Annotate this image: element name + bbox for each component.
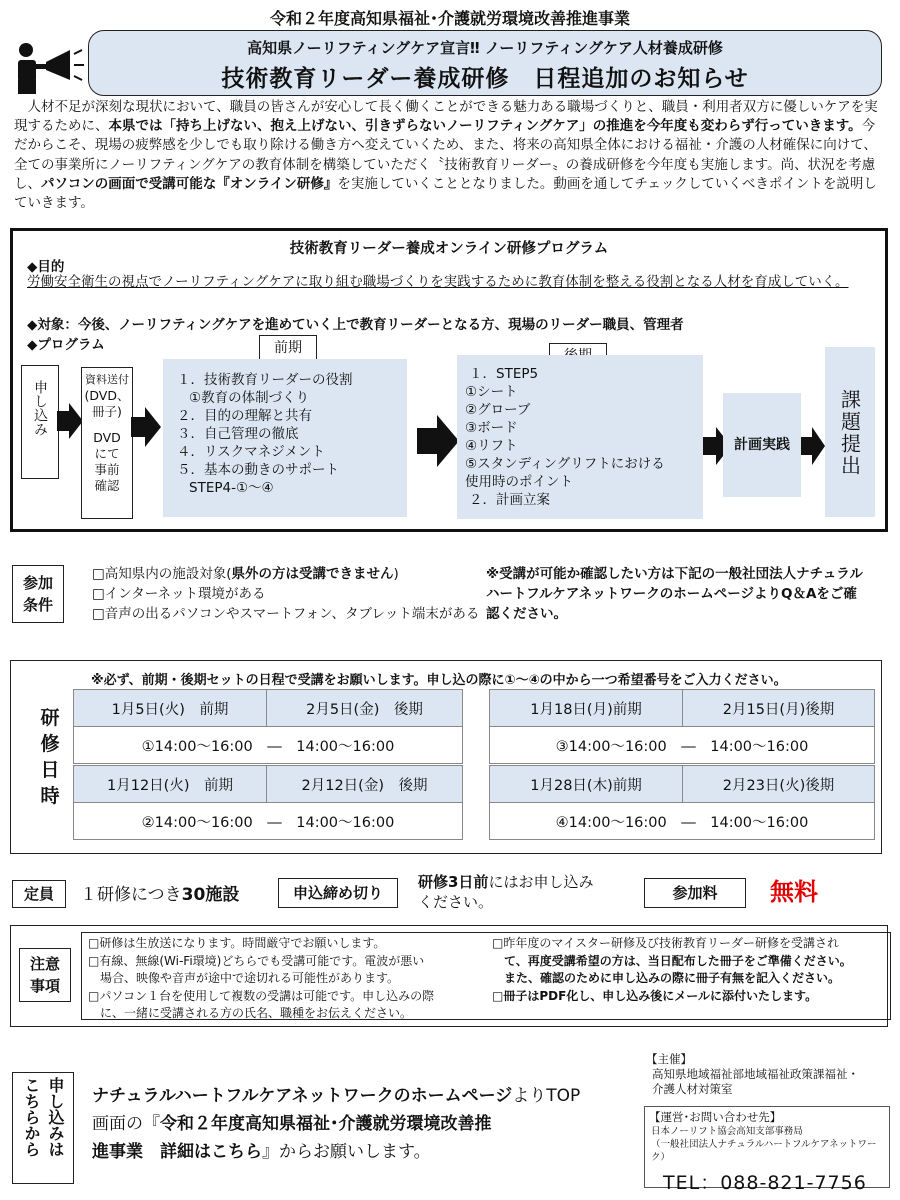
arrow-right-icon [131, 407, 161, 447]
schedule-first-term: 1月18日(月)前期 [490, 690, 683, 727]
purpose-text: 労働安全衛生の視点でノーリフティングケアに取り組む職場づくりを実践するために教育体制を整える役割となる人材を育成していく。 [27, 274, 849, 290]
note-item: □昨年度のマイスター研修及び技術教育リーダー研修を受講され [492, 936, 839, 950]
schedule-second-term: 2月23日(火)後期 [683, 766, 875, 803]
note-item: □冊子はPDF化し、申し込み後にメールに添付いたします。 [492, 988, 818, 1003]
fee-value: 無料 [770, 878, 818, 906]
notes-left [88, 935, 488, 1023]
notes-label-1: 注意 [29, 955, 60, 973]
intro-text-2: 今だからこそ、現場の疲弊感を少しでも取り除ける働き方へ変えていくため、また、将来の高知県全体における福祉・介護の人材確保に向けて、全ての事業所にノーリフティングケアの教育体制を構築していただく〝技術教育リーダー〟の養成研修を今年度も実施します。尚、状況を考慮し、 [14, 118, 877, 192]
apply-text: よりTOP [512, 1086, 581, 1106]
capacity-text [80, 880, 239, 905]
apply-link-text[interactable]: 令和２年度高知県福祉･介護就労環境改善推 [160, 1114, 492, 1134]
host-label: 【主催】 [646, 1052, 692, 1066]
deadline-text-b: にはお申し込み [488, 873, 594, 891]
schedule-time: ①14:00～16:00 ― 14:00～16:00 [74, 727, 463, 764]
arrow-right-icon [417, 415, 459, 467]
schedule-second-term: 2月5日(金) 後期 [267, 690, 463, 727]
schedule-label-char: 日 [40, 759, 60, 781]
apply-site-name[interactable]: ナチュラルハートフルケアネットワークのホームページ [92, 1086, 513, 1106]
material-line-1: 資料送付 [85, 373, 129, 386]
capacity-value: 30施設 [181, 885, 240, 905]
deadline-text-c: ください。 [418, 893, 494, 911]
host-line: 介護人材対策室 [652, 1082, 733, 1096]
note-item: 場合、映像や音声が途中で途切れる可能性があります。 [88, 971, 400, 985]
schedule-first-term: 1月28日(木)前期 [490, 766, 683, 803]
megaphone-person-icon [12, 40, 86, 96]
schedule-label [35, 705, 65, 809]
schedule-time: ④14:00～16:00 ― 14:00～16:00 [490, 803, 875, 840]
material-line-6: 事前 [94, 462, 120, 477]
second-term-box [457, 355, 703, 519]
conditions-list [92, 564, 492, 624]
assignment-text: 課題提出 [837, 389, 862, 477]
condition-item: ) [393, 566, 399, 582]
first-term-box [163, 359, 407, 517]
schedule-block-4 [489, 765, 875, 840]
capacity-label: 定員 [12, 880, 66, 908]
first-term-label: 前期 [259, 335, 317, 361]
conditions-label-1: 参加 [22, 574, 53, 592]
apply-instructions [92, 1082, 632, 1166]
capacity-text-a: １研修につき [80, 885, 182, 905]
conditions-label [12, 565, 64, 623]
flow-apply-text: 申し込み [32, 380, 48, 436]
first-item: ５．基本の動きのサポート [177, 462, 339, 478]
schedule-label-char: 時 [40, 785, 60, 807]
note-item: に、一緒に受講される方の氏名、職種をお伝えください。 [88, 1006, 413, 1020]
second-item: ⑤スタンディングリフトにおける [465, 456, 665, 472]
material-line-3: 冊子) [92, 404, 122, 419]
schedule-note: ※必ず、前期・後期セットの日程で受講をお願いします。申し込の際に①～④の中から一つ希望番号をご入力ください。 [91, 673, 787, 688]
second-item: ①シート [465, 384, 518, 400]
note-item: て、再度受講希望の方は、当日配布した冊子をご準備ください。 [492, 953, 852, 968]
notes-label-2: 事項 [29, 977, 60, 995]
notes-section [10, 925, 888, 1027]
schedule-second-term: 2月15日(月)後期 [683, 690, 875, 727]
condition-item-bold: 県外の方は受講できません [231, 566, 394, 582]
intro-bold-1: 本県では「持ち上げない、抱え上げない、引きずらないノーリフティングケア」の推進を今年度も変わらず行っていきます。 [108, 118, 862, 135]
plan-box: 計画実践 [723, 393, 801, 497]
operator-label: 【運営･お問い合わせ先】 [649, 1110, 782, 1124]
fee-label: 参加料 [644, 878, 746, 908]
intro-text-1: 人材不足が深刻な現状において、職員の皆さんが安心して長く働くことができる魅力ある職場づくりと、職員・利用者双方に優しいケアを実現するために、 [14, 99, 878, 135]
apply-here-label-a: 申し込みは [46, 1077, 65, 1157]
program-title: 技術教育リーダー養成オンライン研修プログラム [289, 241, 609, 257]
note-item: また、確認のために申し込みの際に冊子有無を記入ください。 [492, 971, 841, 985]
schedule-block-1 [73, 689, 463, 764]
host-line: 高知県地域福祉部地域福祉政策課福祉・ [652, 1067, 859, 1081]
conditions-note: ※受講が可能か確認したい方は下記の一般社団法人ナチュラルハートフルケアネットワークのホームページよりQ＆Aをご確認ください。 [486, 566, 863, 622]
schedule-block-3 [489, 689, 875, 764]
target-text: ◆対象：今後、ノーリフティングケアを進めていく上で教育リーダーとなる方、現場のリーダー職員、管理者 [27, 317, 684, 333]
operator-line: （一般社団法人ナチュラルハートフルケアネットワーク） [651, 1139, 877, 1163]
deadline-label: 申込締め切り [278, 878, 398, 908]
first-item: １．技術教育リーダーの役割 [177, 372, 353, 388]
apply-here-label-b: こちらから [22, 1077, 41, 1157]
first-item: STEP4-①～④ [189, 480, 274, 496]
schedule-label-char: 研 [40, 707, 60, 729]
header-banner [88, 30, 882, 96]
intro-text-3: を実施していくこととなりました。動画を通してチェックしていくべきポイントを説明していきます。 [14, 175, 877, 212]
schedule-label-char: 修 [40, 733, 60, 755]
assignment-box [825, 347, 875, 517]
second-item: ③ボード [465, 420, 518, 436]
material-line-4: DVD [93, 430, 121, 445]
apply-link-text[interactable]: 進事業 詳細はこちら [92, 1142, 262, 1162]
program-box [10, 228, 888, 532]
condition-item: □音声の出るパソコンやスマートフォン、タブレット端末がある [92, 606, 480, 622]
document-title: 令和２年度高知県福祉･介護就労環境改善推進事業 [269, 9, 630, 28]
contact-box [644, 1106, 890, 1194]
phone-number[interactable]: TEL：088-821-7756 [663, 1172, 867, 1194]
flow-material-box [81, 367, 133, 519]
material-line-7: 確認 [94, 478, 120, 493]
note-item: □研修は生放送になります。時間厳守でお願いします。 [88, 936, 386, 950]
second-item: ２．計画立案 [469, 492, 550, 508]
program-label: ◆プログラム [27, 337, 105, 353]
schedule-second-term: 2月12日(金) 後期 [267, 766, 463, 803]
schedule-first-term: 1月5日(火) 前期 [74, 690, 267, 727]
second-item: 使用時のポイント [465, 474, 573, 490]
apply-text: 』からお願いします。 [262, 1142, 431, 1162]
deadline-bold: 研修3日前 [418, 873, 489, 891]
apply-text: 画面の『 [92, 1114, 160, 1134]
header-subtitle: 高知県ノーリフティングケア宣言‼ ノーリフティングケア人材養成研修 [247, 39, 723, 57]
material-line-5: にて [94, 446, 120, 461]
first-item: ２．目的の理解と共有 [177, 408, 312, 424]
schedule-time: ③14:00～16:00 ― 14:00～16:00 [490, 727, 875, 764]
intro-paragraph [14, 98, 888, 213]
note-item: □パソコン１台を使用して複数の受講は可能です。申し込みの際 [88, 988, 435, 1003]
apply-here-label [12, 1072, 74, 1184]
purpose-label: ◆目的 [27, 259, 65, 275]
schedule-block-2 [73, 765, 463, 840]
note-item: □有線、無線(Wi-Fi環境)どちらでも受講可能です。電波が悪い [88, 953, 425, 968]
schedule-time: ②14:00～16:00 ― 14:00～16:00 [74, 803, 463, 840]
host-info [646, 1052, 886, 1097]
second-item: １．STEP5 [469, 366, 539, 382]
intro-bold-2: パソコンの画面で受講可能な『オンライン研修』 [41, 175, 338, 192]
deadline-text [418, 872, 593, 912]
schedule-section [10, 660, 882, 854]
conditions-label-2: 条件 [22, 596, 53, 614]
condition-item: □高知県内の施設対象( [92, 566, 232, 582]
header-main-title: 技術教育リーダー養成研修 日程追加のお知らせ [221, 66, 749, 92]
schedule-first-term: 1月12日(火) 前期 [74, 766, 267, 803]
material-line-2: (DVD、 [84, 388, 130, 403]
first-item: ①教育の体制づくり [189, 390, 310, 406]
notes-content [81, 932, 891, 1020]
flow-apply-box [21, 365, 59, 479]
notes-right [492, 935, 886, 1005]
first-item: ３．自己管理の徹底 [177, 426, 299, 442]
first-item: ４．リスクマネジメント [177, 444, 325, 460]
notes-label [19, 948, 71, 1002]
operator-line: 日本ノーリフト協会高知支部事務局 [651, 1126, 803, 1137]
second-item: ②グローブ [465, 402, 531, 418]
arrow-right-icon [57, 403, 83, 439]
condition-item: □インターネット環境がある [92, 586, 266, 602]
arrow-right-icon [801, 427, 825, 465]
second-item: ④リフト [465, 438, 518, 454]
